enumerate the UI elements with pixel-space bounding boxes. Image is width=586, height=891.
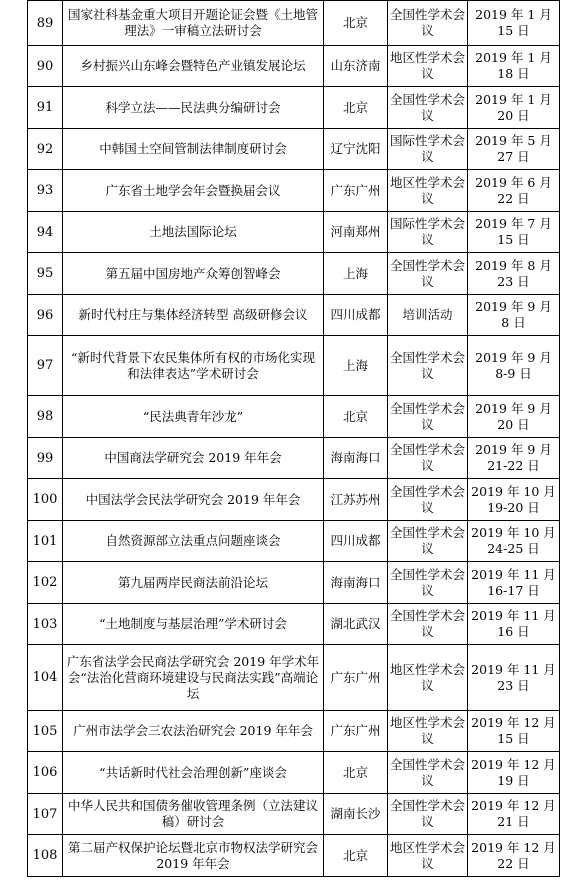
conference-name: 第二届产权保护论坛暨北京市物权法学研究会 2019 年年会 — [63, 835, 324, 877]
row-number: 104 — [28, 645, 63, 711]
conference-name: 第九届两岸民商法前沿论坛 — [63, 562, 324, 604]
conference-type: 地区性学术会议 — [388, 645, 468, 711]
row-number: 106 — [28, 752, 63, 794]
conference-type: 全国性学术会议 — [388, 253, 468, 295]
table-row — [28, 129, 560, 170]
conference-name: 中国法学会民法学研究会 2019 年年会 — [63, 479, 324, 521]
conference-name: 国家社科基金重大项目开题论证会暨《土地管理法》一审稿立法研讨会 — [63, 1, 324, 46]
row-number: 89 — [28, 1, 63, 46]
conference-location: 辽宁沈阳 — [324, 129, 388, 170]
conference-date: 2019 年 1 月 15 日 — [468, 1, 560, 46]
conference-location: 北京 — [324, 752, 388, 794]
conference-location: 北京 — [324, 87, 388, 129]
table-row — [28, 170, 560, 212]
table-row — [28, 253, 560, 295]
conference-date: 2019 年 6 月 22 日 — [468, 170, 560, 212]
conference-type: 培训活动 — [388, 295, 468, 336]
conference-name: “新时代背景下农民集体所有权的市场化实现和法律表达”学术研讨会 — [63, 336, 324, 396]
conference-name: 第五届中国房地产众筹创智峰会 — [63, 253, 324, 295]
conference-location: 北京 — [324, 1, 388, 46]
conference-type: 全国性学术会议 — [388, 752, 468, 794]
row-number: 94 — [28, 212, 63, 253]
row-number: 99 — [28, 438, 63, 479]
table-row — [28, 711, 560, 752]
conference-type: 全国性学术会议 — [388, 1, 468, 46]
conference-date: 2019 年 11 月 16-17 日 — [468, 562, 560, 604]
row-number: 98 — [28, 396, 63, 438]
conference-type: 国际性学术会议 — [388, 129, 468, 170]
conference-location: 广东广州 — [324, 170, 388, 212]
conference-location: 广东广州 — [324, 711, 388, 752]
table-row — [28, 295, 560, 336]
conference-date: 2019 年 9 月 8-9 日 — [468, 336, 560, 396]
row-number: 96 — [28, 295, 63, 336]
conference-name: 中韩国土空间管制法律制度研讨会 — [63, 129, 324, 170]
conference-name: 中华人民共和国债务催收管理条例（立法建议稿）研讨会 — [63, 794, 324, 835]
conference-location: 湖南长沙 — [324, 794, 388, 835]
conference-location: 上海 — [324, 253, 388, 295]
conference-date: 2019 年 1 月 18 日 — [468, 46, 560, 87]
conference-location: 上海 — [324, 336, 388, 396]
conference-type: 全国性学术会议 — [388, 396, 468, 438]
conference-location: 北京 — [324, 396, 388, 438]
row-number: 97 — [28, 336, 63, 396]
conference-type: 全国性学术会议 — [388, 794, 468, 835]
row-number: 101 — [28, 521, 63, 562]
table-row — [28, 645, 560, 711]
row-number: 108 — [28, 835, 63, 877]
conference-type: 全国性学术会议 — [388, 521, 468, 562]
conference-type: 国际性学术会议 — [388, 212, 468, 253]
conference-type: 全国性学术会议 — [388, 562, 468, 604]
conference-name: 广东省法学会民商法学研究会 2019 年学术年会“法治化营商环境建设与民商法实践”高端论坛 — [63, 645, 324, 711]
conference-type: 全国性学术会议 — [388, 438, 468, 479]
row-number: 90 — [28, 46, 63, 87]
conference-location: 江苏苏州 — [324, 479, 388, 521]
row-number: 91 — [28, 87, 63, 129]
conference-name: 自然资源部立法重点问题座谈会 — [63, 521, 324, 562]
table-row — [28, 604, 560, 645]
conference-date: 2019 年 10 月 19-20 日 — [468, 479, 560, 521]
row-number: 100 — [28, 479, 63, 521]
conference-type: 全国性学术会议 — [388, 336, 468, 396]
conference-location: 河南郑州 — [324, 212, 388, 253]
conference-name: 新时代村庄与集体经济转型 高级研修会议 — [63, 295, 324, 336]
row-number: 103 — [28, 604, 63, 645]
conference-date: 2019 年 10 月 24-25 日 — [468, 521, 560, 562]
conference-type: 地区性学术会议 — [388, 170, 468, 212]
conference-location: 海南海口 — [324, 562, 388, 604]
conference-date: 2019 年 7 月 15 日 — [468, 212, 560, 253]
conference-date: 2019 年 1 月 20 日 — [468, 87, 560, 129]
row-number: 92 — [28, 129, 63, 170]
conference-name: “土地制度与基层治理”学术研讨会 — [63, 604, 324, 645]
conference-type: 地区性学术会议 — [388, 46, 468, 87]
table-row — [28, 562, 560, 604]
conference-name: 土地法国际论坛 — [63, 212, 324, 253]
table-row — [28, 479, 560, 521]
conference-location: 四川成都 — [324, 295, 388, 336]
conference-date: 2019 年 8 月 23 日 — [468, 253, 560, 295]
table-row — [28, 336, 560, 396]
row-number: 95 — [28, 253, 63, 295]
conference-table-body — [28, 1, 560, 877]
conference-date: 2019 年 9 月 21-22 日 — [468, 438, 560, 479]
table-row — [28, 835, 560, 877]
table-row — [28, 794, 560, 835]
conference-date: 2019 年 11 月 16 日 — [468, 604, 560, 645]
table-row — [28, 521, 560, 562]
conference-name: “共话新时代社会治理创新”座谈会 — [63, 752, 324, 794]
conference-name: “民法典青年沙龙” — [63, 396, 324, 438]
conference-date: 2019 年 12 月 22 日 — [468, 835, 560, 877]
conference-location: 海南海口 — [324, 438, 388, 479]
conference-location: 山东济南 — [324, 46, 388, 87]
table-row — [28, 87, 560, 129]
table-row — [28, 438, 560, 479]
table-row — [28, 46, 560, 87]
conference-date: 2019 年 9 月 20 日 — [468, 396, 560, 438]
table-row — [28, 752, 560, 794]
conference-location: 北京 — [324, 835, 388, 877]
conference-name: 科学立法——民法典分编研讨会 — [63, 87, 324, 129]
conference-name: 中国商法学研究会 2019 年年会 — [63, 438, 324, 479]
conference-name: 广东省土地学会年会暨换届会议 — [63, 170, 324, 212]
row-number: 105 — [28, 711, 63, 752]
conference-table — [27, 0, 560, 877]
conference-location: 四川成都 — [324, 521, 388, 562]
table-row — [28, 396, 560, 438]
conference-date: 2019 年 12 月 15 日 — [468, 711, 560, 752]
conference-type: 全国性学术会议 — [388, 87, 468, 129]
conference-date: 2019 年 12 月 21 日 — [468, 794, 560, 835]
row-number: 102 — [28, 562, 63, 604]
table-row — [28, 212, 560, 253]
conference-date: 2019 年 11 月 23 日 — [468, 645, 560, 711]
conference-type: 全国性学术会议 — [388, 479, 468, 521]
conference-type: 地区性学术会议 — [388, 835, 468, 877]
conference-date: 2019 年 5 月 27 日 — [468, 129, 560, 170]
conference-type: 地区性学术会议 — [388, 711, 468, 752]
conference-name: 乡村振兴山东峰会暨特色产业镇发展论坛 — [63, 46, 324, 87]
row-number: 107 — [28, 794, 63, 835]
conference-location: 湖北武汉 — [324, 604, 388, 645]
table-row — [28, 1, 560, 46]
conference-date: 2019 年 12 月 19 日 — [468, 752, 560, 794]
conference-location: 广东广州 — [324, 645, 388, 711]
row-number: 93 — [28, 170, 63, 212]
conference-type: 全国性学术会议 — [388, 604, 468, 645]
conference-name: 广州市法学会三农法治研究会 2019 年年会 — [63, 711, 324, 752]
conference-date: 2019 年 9 月 8 日 — [468, 295, 560, 336]
